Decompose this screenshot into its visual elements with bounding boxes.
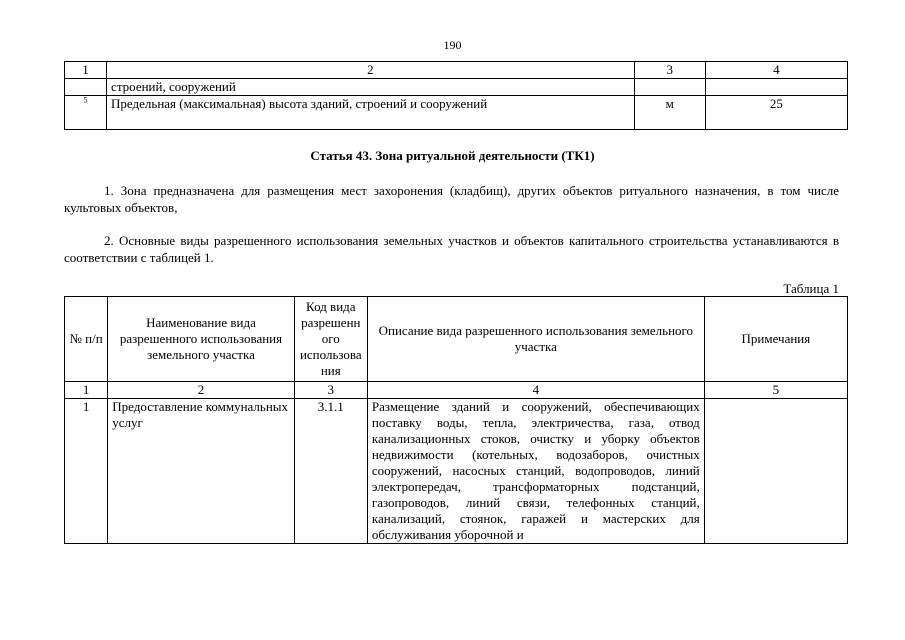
table-header-row — [65, 62, 848, 79]
column-number: 5 — [704, 382, 847, 399]
use-name-cell: Предоставление коммунальных услуг — [108, 399, 294, 544]
header-code-line: ого — [321, 331, 340, 346]
column-number: 2 — [108, 382, 294, 399]
column-number: 3 — [634, 62, 705, 79]
header-use-name: Наименование вида разрешенного использования земельного участка — [108, 297, 294, 382]
permitted-uses-table — [64, 296, 848, 544]
row-number: 5 — [83, 95, 88, 105]
row-number-cell: 1 — [65, 399, 108, 544]
page-number: 190 — [443, 38, 462, 52]
header-code-line: Код вида — [306, 299, 356, 314]
table-row — [65, 399, 848, 544]
notes-cell — [704, 399, 847, 544]
table-row — [65, 96, 848, 130]
row-number-cell — [65, 96, 107, 130]
header-description: Описание вида разрешенного использования земельного участка — [367, 297, 704, 382]
column-number: 4 — [367, 382, 704, 399]
continuation-table — [64, 61, 848, 130]
table-caption: Таблица 1 — [783, 281, 839, 296]
unit-cell: м — [634, 96, 705, 130]
paragraph-zone-purpose: 1. Зона предназначена для размещения мест захоронения (кладбищ), других объектов ритуального назначения, в том числе культовых объектов, — [64, 183, 839, 215]
column-number: 2 — [107, 62, 635, 79]
column-number: 1 — [65, 62, 107, 79]
value-cell: 25 — [705, 96, 847, 130]
use-code-cell: 3.1.1 — [294, 399, 367, 544]
header-notes: Примечания — [704, 297, 847, 382]
header-code-line: ния — [320, 363, 341, 378]
header-code — [294, 297, 367, 382]
article-title: Статья 43. Зона ритуальной деятельности (ТК1) — [310, 148, 595, 163]
paragraph-main-uses: 2. Основные виды разрешенного использования земельных участков и объектов капитального строительства устанавливаются в соответствии с таблицей 1. — [64, 233, 839, 265]
table-header-row — [65, 297, 848, 382]
parameter-name-cell: Предельная (максимальная) высота зданий, строений и сооружений — [107, 96, 635, 130]
table-row — [65, 79, 848, 96]
header-num: № п/п — [65, 297, 108, 382]
column-number: 4 — [705, 62, 847, 79]
use-description-cell: Размещение зданий и сооружений, обеспечивающих поставку воды, тепла, электричества, газа, отвод канализационных стоков, очистку и уборку объектов недвижимости (котельных, водозаборов, очистных сооружений, насосных станций, водопроводов, линий электропередач, трансформаторных подстанций, газопроводов, линий связи, телефонных станций, канализаций, стоянок, гаражей и мастерских для обслуживания уборочной и — [367, 399, 704, 544]
column-number: 3 — [294, 382, 367, 399]
column-number: 1 — [65, 382, 108, 399]
header-code-line: использова — [299, 347, 362, 362]
column-number-row — [65, 382, 848, 399]
header-code-line: разрешенн — [301, 315, 361, 330]
value-cell — [705, 79, 847, 96]
row-number-cell — [65, 79, 107, 96]
parameter-name-cell: строений, сооружений — [107, 79, 635, 96]
unit-cell — [634, 79, 705, 96]
